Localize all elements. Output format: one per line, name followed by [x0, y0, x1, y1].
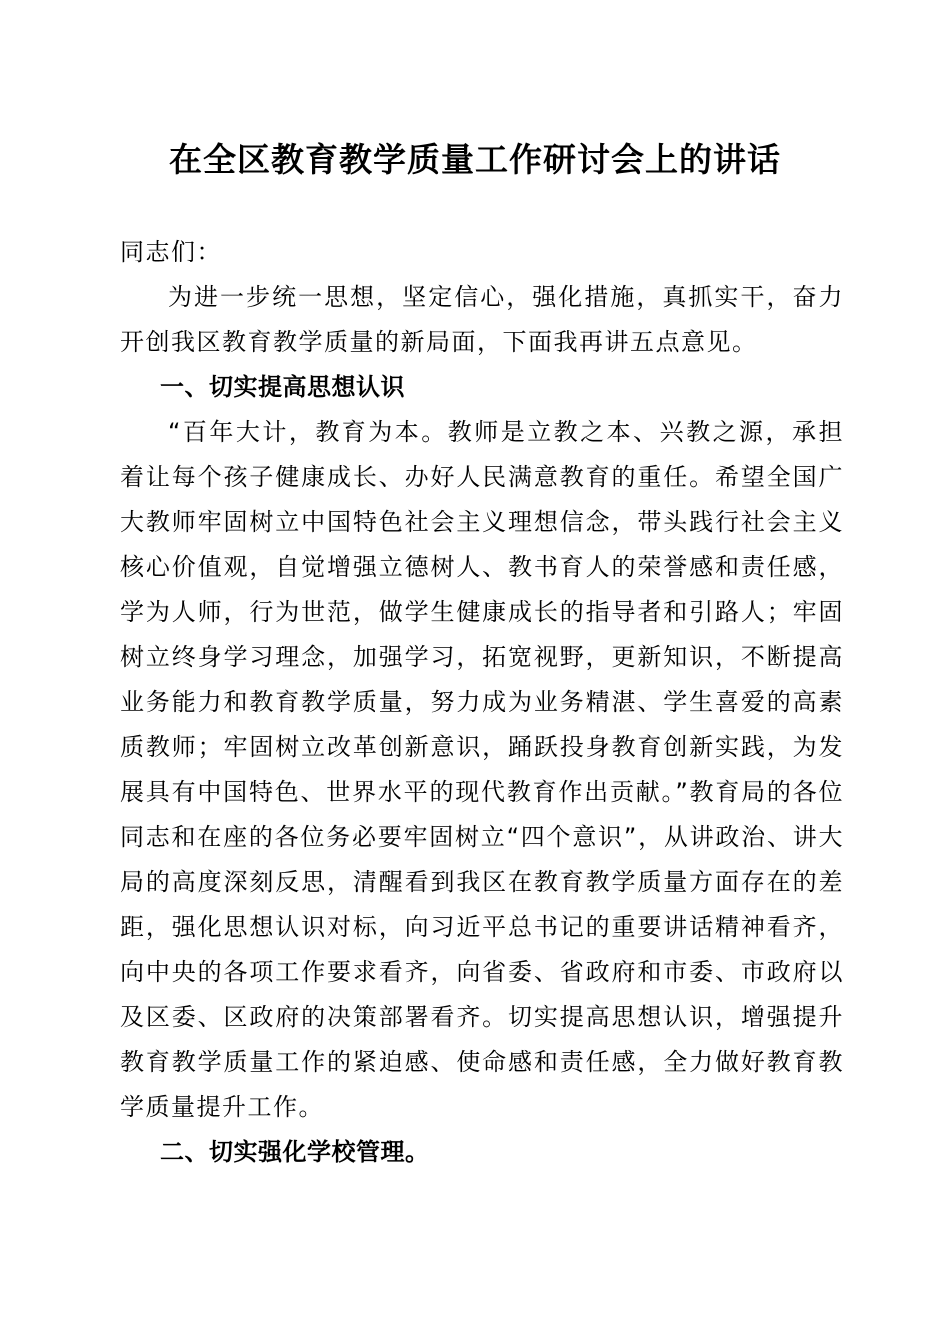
section-2-heading: 二、切实强化学校管理。 — [160, 1138, 430, 1166]
document-body — [120, 230, 844, 1175]
salutation: 同志们： — [120, 238, 222, 266]
section-1-heading: 一、切实提高思想认识 — [160, 373, 405, 401]
intro-paragraph: 为进一步统一思想，坚定信心，强化措施，真抓实干，奋力开创我区教育教学质量的新局面，下面我再讲五点意见。 — [120, 283, 844, 356]
document-title: 在全区教育教学质量工作研讨会上的讲话 — [169, 140, 781, 179]
section-1-paragraph: “百年大计，教育为本。教师是立教之本、兴教之源，承担着让每个孩子健康成长、办好人民满意教育的重任。希望全国广大教师牢固树立中国特色社会主义理想信念，带头践行社会主义核心价值观，自觉增强立德树人、教书育人的荣誉感和责任感，学为人师，行为世范，做学生健康成长的指导者和引路人；牢固树立终身学习理念，加强学习，拓宽视野，更新知识，不断提高业务能力和教育教学质量，努力成为业务精湛、学生喜爱的高素质教师；牢固树立改革创新意识，踊跃投身教育创新实践，为发展具有中国特色、世界水平的现代教育作出贡献。”教育局的各位同志和在座的各位务必要牢固树立“四个意识”，从讲政治、讲大局的高度深刻反思，清醒看到我区在教育教学质量方面存在的差距，强化思想认识对标，向习近平总书记的重要讲话精神看齐，向中央的各项工作要求看齐，向省委、省政府和市委、市政府以及区委、区政府的决策部署看齐。切实提高思想认识，增强提升教育教学质量工作的紧迫感、使命感和责任感，全力做好教育教学质量提升工作。 — [120, 418, 844, 1121]
